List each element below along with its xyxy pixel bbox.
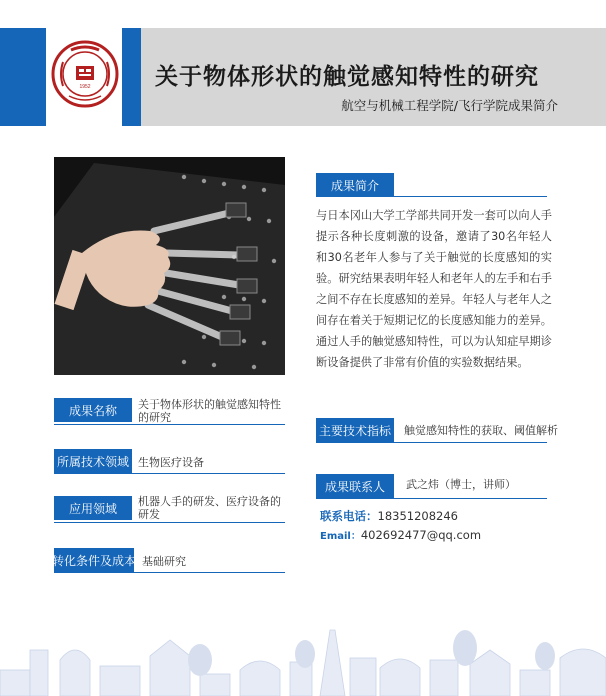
field-label-application: 应用领域 [54,496,132,520]
phone-label: 联系电话： [320,509,378,523]
phone-value: 18351208246 [377,509,458,523]
field-value-indicators: 触觉感知特性的获取、阈值解析 [404,424,558,437]
field-value-application: 机器人手的研发、医疗设备的研发 [138,495,281,521]
intro-tag: 成果简介 [316,173,394,197]
field-rule-contact [316,498,547,499]
field-value-contact: 武之炜（博士，讲师） [406,478,516,491]
university-logo-icon [51,40,119,108]
field-label-contact: 成果联系人 [316,474,394,498]
field-value-conditions: 基础研究 [142,555,186,568]
field-rule-application [54,522,285,523]
field-rule-conditions [54,572,285,573]
field-rule-tech-area [54,473,285,474]
field-rule-name [54,424,285,425]
intro-text: 与日本冈山大学工学部共同开发一套可以向人手提示各种长度刺激的设备，邀请了30名年轻人和30名老年人参与了关于触觉的长度感知的实验。研究结果表明年轻人和老年人的左手和右手之间不存在长度感知的差异。年轻人与老年人之间存在着关于短期记忆的长度感知能力的差异。通过人手的触觉感知特性，可以为认知症早期诊断设备提供了非常有价值的实验数据结果。 [316,209,552,369]
intro-rule [316,196,547,197]
email-value: 402692477@qq.com [360,528,482,542]
field-label-indicators: 主要技术指标 [316,418,394,442]
contact-email-line [320,527,481,542]
research-photo [54,157,285,375]
field-value-name: 关于物体形状的触觉感知特性的研究 [138,398,281,424]
svg-text:1952: 1952 [79,84,91,90]
page-title: 关于物体形状的触觉感知特性的研究 [155,63,539,90]
field-rule-indicators [316,442,547,443]
contact-phone-line [320,508,458,524]
email-label: Email： [320,531,361,542]
field-label-tech-area: 所属技术领域 [54,449,132,473]
campus-skyline-illustration [0,600,606,696]
field-label-name: 成果名称 [54,398,132,422]
field-value-tech-area: 生物医疗设备 [138,456,204,469]
field-label-conditions: 转化条件及成本 [54,548,134,572]
page-subtitle: 航空与机械工程学院/飞行学院成果简介 [341,98,558,113]
